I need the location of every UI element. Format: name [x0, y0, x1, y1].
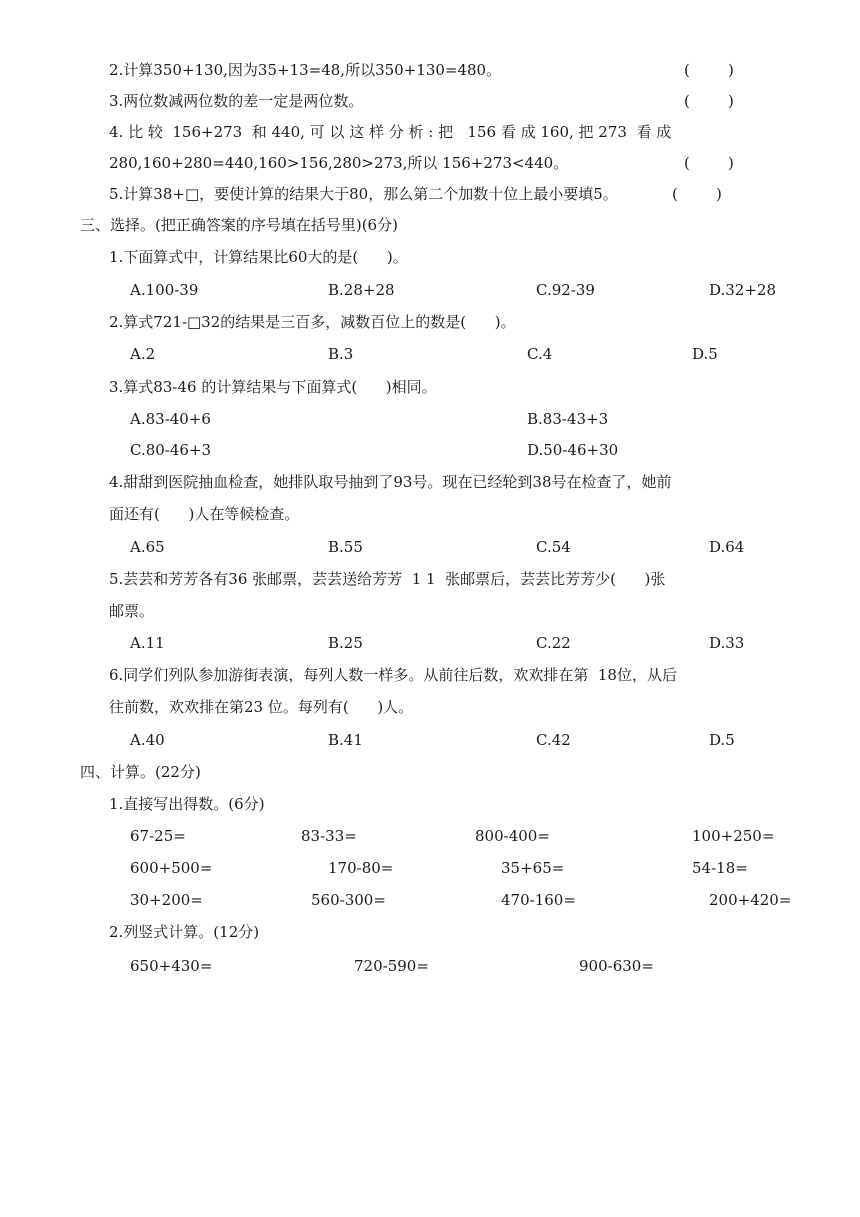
calc-row3-item1: 30+200= [130, 891, 203, 909]
choice-q6-option-c: C.42 [536, 731, 571, 749]
judge-q3-text: 3.两位数减两位数的差一定是两位数。 [109, 92, 364, 110]
vertical-calc-item1: 650+430= [130, 957, 213, 975]
calc-row2-item2: 170-80= [328, 859, 394, 877]
section-choice-heading: 三、选择。(把正确答案的序号填在括号里)(6分) [80, 216, 398, 234]
calc-row1-item2: 83-33= [301, 827, 357, 845]
choice-q6-option-d: D.5 [709, 731, 735, 749]
calc-row3-item3: 470-160= [501, 891, 576, 909]
judge-q4-answer-paren: ( ) [684, 154, 734, 172]
choice-q6-line2: 往前数，欢欢排在第23 位。每列有( )人。 [109, 698, 414, 716]
choice-q3-option-b: B.83-43+3 [527, 410, 609, 428]
judge-q5-text: 5.计算38+□，要使计算的结果大于80，那么第二个加数十位上最小要填5。 [109, 185, 618, 203]
calc-row1-item3: 800-400= [475, 827, 550, 845]
choice-q2-option-a: A.2 [130, 345, 156, 363]
choice-q4-line2: 面还有( )人在等候检查。 [109, 505, 300, 523]
choice-q2-option-d: D.5 [692, 345, 718, 363]
judge-q4-line2: 280,160+280=440,160>156,280>273,所以 156+273<440。 [109, 154, 569, 172]
choice-q5-option-c: C.22 [536, 634, 571, 652]
choice-q4-option-d: D.64 [709, 538, 745, 556]
judge-q5-answer-paren: ( ) [672, 185, 722, 203]
choice-q1-option-d: D.32+28 [709, 281, 777, 299]
calc-row1-item1: 67-25= [130, 827, 186, 845]
calc-row3-item2: 560-300= [311, 891, 386, 909]
choice-q6-option-a: A.40 [130, 731, 165, 749]
choice-q6-option-b: B.41 [328, 731, 363, 749]
choice-q4-line1: 4.甜甜到医院抽血检查，她排队取号抽到了93号。现在已经轮到38号在检查了，她前 [109, 473, 672, 491]
calc-row2-item4: 54-18= [692, 859, 748, 877]
section-calc-heading: 四、计算。(22分) [80, 763, 201, 781]
choice-q1-option-b: B.28+28 [328, 281, 395, 299]
choice-q5-line2: 邮票。 [109, 602, 155, 620]
calc-part1-title: 1.直接写出得数。(6分) [109, 795, 265, 813]
choice-q3-text: 3.算式83-46 的计算结果与下面算式( )相同。 [109, 378, 437, 396]
choice-q1-option-c: C.92-39 [536, 281, 595, 299]
judge-q2-text: 2.计算350+130,因为35+13=48,所以350+130=480。 [109, 61, 502, 79]
choice-q5-option-d: D.33 [709, 634, 745, 652]
choice-q2-text: 2.算式721-□32的结果是三百多，减数百位上的数是( )。 [109, 313, 516, 331]
choice-q3-option-d: D.50-46+30 [527, 441, 619, 459]
calc-row1-item4: 100+250= [692, 827, 775, 845]
choice-q6-line1: 6.同学们列队参加游街表演，每列人数一样多。从前往后数，欢欢排在第 18位，从后 [109, 666, 677, 684]
calc-row3-item4: 200+420= [709, 891, 792, 909]
choice-q5-option-b: B.25 [328, 634, 363, 652]
choice-q4-option-c: C.54 [536, 538, 571, 556]
vertical-calc-item3: 900-630= [579, 957, 654, 975]
choice-q5-option-a: A.11 [130, 634, 165, 652]
calc-row2-item3: 35+65= [501, 859, 565, 877]
choice-q2-option-c: C.4 [527, 345, 553, 363]
calc-row2-item1: 600+500= [130, 859, 213, 877]
choice-q3-option-c: C.80-46+3 [130, 441, 212, 459]
vertical-calc-item2: 720-590= [354, 957, 429, 975]
judge-q3-answer-paren: ( ) [684, 92, 734, 110]
choice-q1-text: 1.下面算式中，计算结果比60大的是( )。 [109, 248, 408, 266]
calc-part2-title: 2.列竖式计算。(12分) [109, 923, 260, 941]
choice-q4-option-b: B.55 [328, 538, 363, 556]
choice-q1-option-a: A.100-39 [130, 281, 199, 299]
choice-q4-option-a: A.65 [130, 538, 165, 556]
choice-q3-option-a: A.83-40+6 [130, 410, 211, 428]
choice-q5-line1: 5.芸芸和芳芳各有36 张邮票，芸芸送给芳芳 1 1 张邮票后，芸芸比芳芳少( )张 [109, 570, 666, 588]
judge-q4-line1: 4. 比 较 156+273 和 440, 可 以 这 样 分 析 : 把 156 看 成 160, 把 273 看 成 [109, 123, 672, 141]
choice-q2-option-b: B.3 [328, 345, 354, 363]
judge-q2-answer-paren: ( ) [684, 61, 734, 79]
